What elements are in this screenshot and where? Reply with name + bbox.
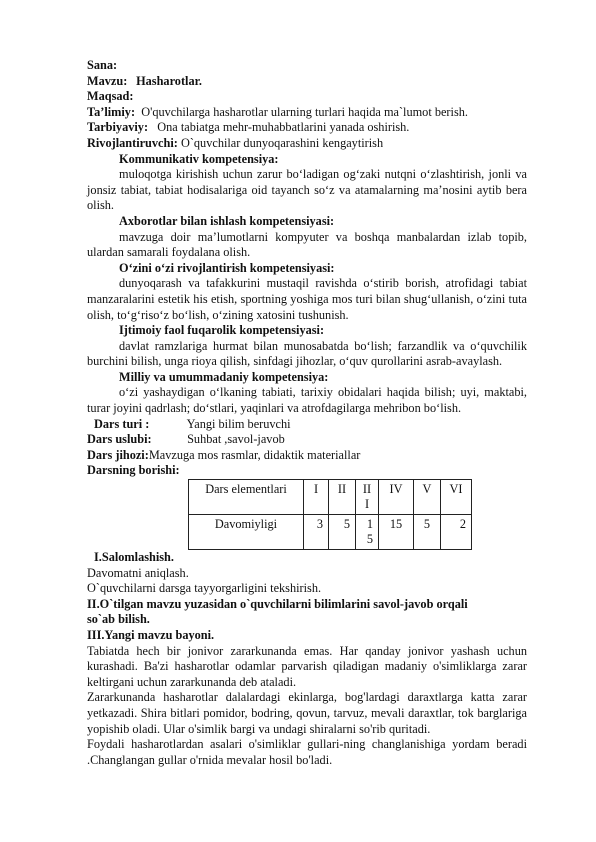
competency-title: Ijtimoiy faol fuqarolik kompetensiyasi: — [119, 323, 325, 338]
lesson-method-label: Dars uslubi: — [87, 432, 152, 447]
competency-text: o‘zi yashaydigan o‘lkaning tabiati, tarixiy obidalari haqida bilish; uyi, maktabi, turar joyini qadrlash; do‘stlari, yaqinlari va atrofdagilarga mehribon bo‘lish. — [87, 385, 527, 416]
competency-information — [87, 214, 527, 261]
table-cell: IV — [379, 480, 414, 515]
competency-text: davlat ramzlariga hurmat bilan munosabatda bo‘lish; farzandlik va o‘quvchilik burchini bilish, unga rioya qilish, sinfdagi jihozlar, o‘quv qurollarini asrab-avaylash. — [87, 338, 527, 369]
topic-label: Mavzu: — [87, 73, 128, 88]
goal-label: Maqsad: — [87, 89, 134, 104]
lesson-equipment-value: Mavzuga mos rasmlar, didaktik materiallar — [148, 447, 361, 462]
lesson-stages-table — [188, 479, 472, 550]
table-cell: 5 — [414, 515, 441, 550]
section-review-title: II.O`tilgan mavzu yuzasidan o`quvchilarni bilimlarini savol-javob orqali so`ab bilish. — [87, 596, 468, 627]
section-greeting-title: I.Salomlashish. — [94, 550, 174, 565]
lesson-method-row — [87, 432, 527, 448]
lesson-equipment-label: Dars jihozi: — [87, 447, 149, 462]
table-cell: VI — [441, 480, 472, 515]
table-cell: 1 5 — [356, 515, 379, 550]
lesson-method-value: Suhbat ,savol-javob — [187, 432, 285, 447]
table-cell: 2 — [441, 515, 472, 550]
lesson-type-row — [87, 417, 527, 433]
competency-self-development — [87, 261, 527, 323]
lesson-plan — [87, 58, 527, 768]
table-header-cell: Davomiyligi — [189, 515, 304, 550]
paragraph: Foydali hasharotlardan asalari o'simliklar gullari-ning changlanishiga yordam beradi .Changlangan gullar o'rnida mevalar hosil bo'ladi. — [87, 737, 527, 767]
competency-title: Milliy va umummadaniy kompetensiya: — [119, 369, 329, 384]
topic-value: Hasharotlar. — [136, 73, 203, 88]
table-header-cell: Dars elementlari — [189, 480, 304, 515]
educational-goal — [87, 105, 527, 121]
table-row — [189, 515, 472, 550]
developmental-text: O`quvchilar dunyoqarashini kengaytirish — [180, 135, 384, 150]
lesson-equipment-row — [87, 448, 527, 464]
table-cell: 3 — [304, 515, 329, 550]
topic-row — [87, 74, 527, 90]
table-cell: V — [414, 480, 441, 515]
section-greeting-line: O`quvchilarni darsga tayyorgarligini tekshirish. — [87, 581, 322, 596]
educational-label: Ta’limiy: — [87, 104, 136, 119]
lesson-type-label: Dars turi : — [94, 416, 150, 431]
competency-title: O‘zini o‘zi rivojlantirish kompetensiyasi: — [119, 260, 335, 275]
educational-text: O'quvchilarga hasharotlar ularning turlari haqida ma`lumot berish. — [141, 104, 468, 119]
competency-title: Axborotlar bilan ishlash kompetensiyasi: — [119, 213, 335, 228]
competency-text: mavzuga doir ma’lumotlarni kompyuter va boshqa manbalardan izlab topib, ulardan samarali foydalana olish. — [87, 229, 527, 260]
competency-communicative — [87, 152, 527, 214]
paragraph: Tabiatda hech bir jonivor zararkunanda emas. Har qanday jonivor yashash uchun kurashadi. Ba'zi hasharotlar odamlar parvarish qiladigan madaniy o'simliklarga zarar keltirgani uchun zararkunanda deb ataladi. — [87, 643, 527, 689]
competency-civic — [87, 323, 527, 370]
competency-text: dunyoqarash va tafakkurini mustaqil ravishda o‘stirib borish, atrofidagi tabiat manzaralarini estetik his etish, sportning yoshiga mos turi bilan shug‘ullanish, o‘zini tuta olish, to‘g‘riso‘z bo‘lish, o‘zining xatosini tushunish. — [87, 276, 527, 322]
developmental-label: Rivojlantiruvchi: — [87, 135, 178, 150]
lesson-progress-label: Darsning borishi: — [87, 463, 180, 478]
upbringing-label: Tarbiyaviy: — [87, 120, 149, 135]
developmental-goal — [87, 136, 527, 152]
competency-title: Kommunikativ kompetensiya: — [119, 151, 279, 166]
table-cell: 5 — [329, 515, 356, 550]
upbringing-goal — [87, 120, 527, 136]
lesson-type-value: Yangi bilim beruvchi — [186, 416, 291, 431]
competency-cultural — [87, 370, 527, 417]
table-row — [189, 480, 472, 515]
paragraph: Zararkunanda hasharotlar dalalardagi ekinlarga, bog'lardagi daraxtlarga katta zarar yetkazadi. Shira bitlari pomidor, bodring, qovun, tarvuz, mevali daraxtlar, tok barglariga yopishib oladi. Ular o'simlik bargi va undagi shiralarni so'rib quritadi. — [87, 690, 527, 736]
section-new-topic-title: III.Yangi mavzu bayoni. — [87, 628, 215, 642]
competency-text: muloqotga kirishish uchun zarur bo‘ladigan og‘zaki nutqni o‘zlashtirish, jonli va jonsiz tabiat, tabiat hodisalariga oid tayanch so‘z va atamalarning ma’nosini aytib bera olish. — [87, 167, 527, 213]
upbringing-text: Ona tabiatga mehr-muhabbatlarini yanada oshirish. — [157, 120, 410, 135]
table-cell: II I — [356, 480, 379, 515]
date-label: Sana: — [87, 58, 118, 72]
table-cell: I — [304, 480, 329, 515]
table-cell: II — [329, 480, 356, 515]
section-greeting-line: Davomatni aniqlash. — [87, 565, 189, 580]
table-cell: 15 — [379, 515, 414, 550]
